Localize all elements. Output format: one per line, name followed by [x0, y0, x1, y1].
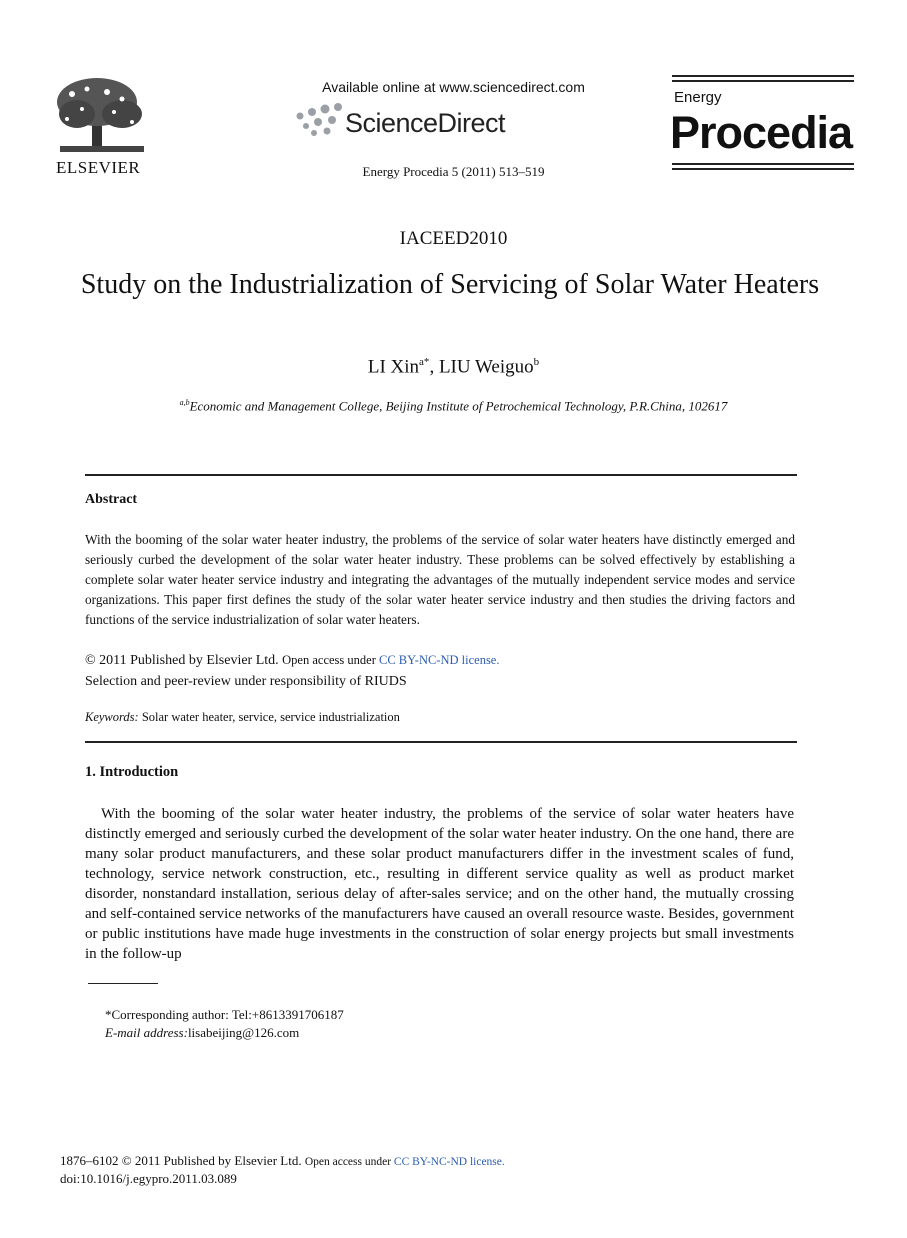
email-address[interactable]: lisabeijing@126.com: [187, 1025, 300, 1040]
abstract-heading: Abstract: [85, 492, 138, 507]
author-name: LI Xin: [367, 356, 420, 378]
license-link[interactable]: CC BY-NC-ND license.: [379, 653, 500, 667]
affiliation-marker: a,b: [179, 398, 190, 407]
paper-title: Study on the Industrialization of Servicing of Solar Water Heaters: [80, 269, 820, 300]
footer-copyright: 1876–6102 © 2011 Published by Elsevier Ltd.: [60, 1153, 302, 1168]
abstract-top-rule: [85, 474, 797, 476]
keywords-text: Solar water heater, service, service industrialization: [138, 710, 400, 724]
corresponding-author-footnote: *Corresponding author: Tel:+8613391706187: [105, 1007, 344, 1022]
journal-logo-procedia: Procedia: [670, 107, 853, 158]
author-separator: ,: [429, 356, 439, 378]
footer-license-link[interactable]: CC BY-NC-ND license.: [393, 1156, 505, 1168]
copyright-text: © 2011 Published by Elsevier Ltd.: [85, 653, 279, 668]
affiliation: [0, 398, 907, 414]
footer-issn-line: [60, 1153, 505, 1169]
footnote-rule: [88, 983, 158, 984]
keywords-label: Keywords:: [85, 710, 139, 724]
author-affiliation-marker: b: [533, 356, 540, 368]
open-access-text: Open access under: [282, 653, 379, 667]
copyright-line: [85, 653, 499, 669]
journal-logo-bottom-rules: [672, 163, 854, 173]
journal-logo-top-rules: [672, 75, 854, 85]
journal-logo-energy: Energy: [674, 89, 722, 106]
sciencedirect-logo-text: ScienceDirect: [345, 108, 506, 138]
footer-doi[interactable]: doi:10.1016/j.egypro.2011.03.089: [60, 1171, 237, 1186]
email-label: E-mail address:: [105, 1025, 188, 1040]
affiliation-text: Economic and Management College, Beijing Institute of Petrochemical Technology, P.R.China, 102617: [189, 398, 728, 414]
section-heading-introduction: 1. Introduction: [85, 764, 179, 780]
journal-reference: Energy Procedia 5 (2011) 513–519: [362, 164, 545, 179]
available-online-text: Available online at www.sciencedirect.com: [322, 79, 585, 95]
author-list: [0, 356, 907, 378]
peer-review-statement: Selection and peer-review under responsibility of RIUDS: [85, 674, 407, 689]
abstract-body: With the booming of the solar water heater industry, the problems of the service of solar water heaters have distinctly emerged and seriously curbed the development of the solar water heater industry. These problems can be solved effectively by establishing a complete solar water heater service industry and integrating the advantages of the mutually independent service modes and service organizations. This paper first defines the study of the solar water heater service industry and then studies the driving factors and functions of the service industrialization of solar water heaters.: [85, 532, 795, 627]
email-footnote: [105, 1025, 299, 1041]
keywords: [85, 710, 400, 725]
abstract-bottom-rule: [85, 741, 797, 743]
footer-open-access: Open access under: [304, 1156, 394, 1168]
conference-name: IACEED2010: [399, 228, 508, 249]
elsevier-logo-text: ELSEVIER: [56, 158, 141, 177]
author-affiliation-marker: a*: [419, 356, 430, 368]
introduction-body: With the booming of the solar water heater industry, the problems of the service of solar water heaters have distinctly emerged and seriously curbed the development of the solar water heater industry. On the one hand, there are many solar product manufacturers, and these solar product manufacturers differ in the investment scales of fund, technology, service network construction, etc., resulting in different service quality as well as product market disorder, nonstandard installation, serious delay of after-sales service; and on the other hand, the mutually crossing and self-contained service networks of the manufacturers have caused an overall resource waste. Besides, government or public institutions have made huge investments in the construction of solar energy projects but small investments in the follow-up: [85, 806, 794, 962]
author-name: LIU Weiguo: [438, 356, 534, 378]
